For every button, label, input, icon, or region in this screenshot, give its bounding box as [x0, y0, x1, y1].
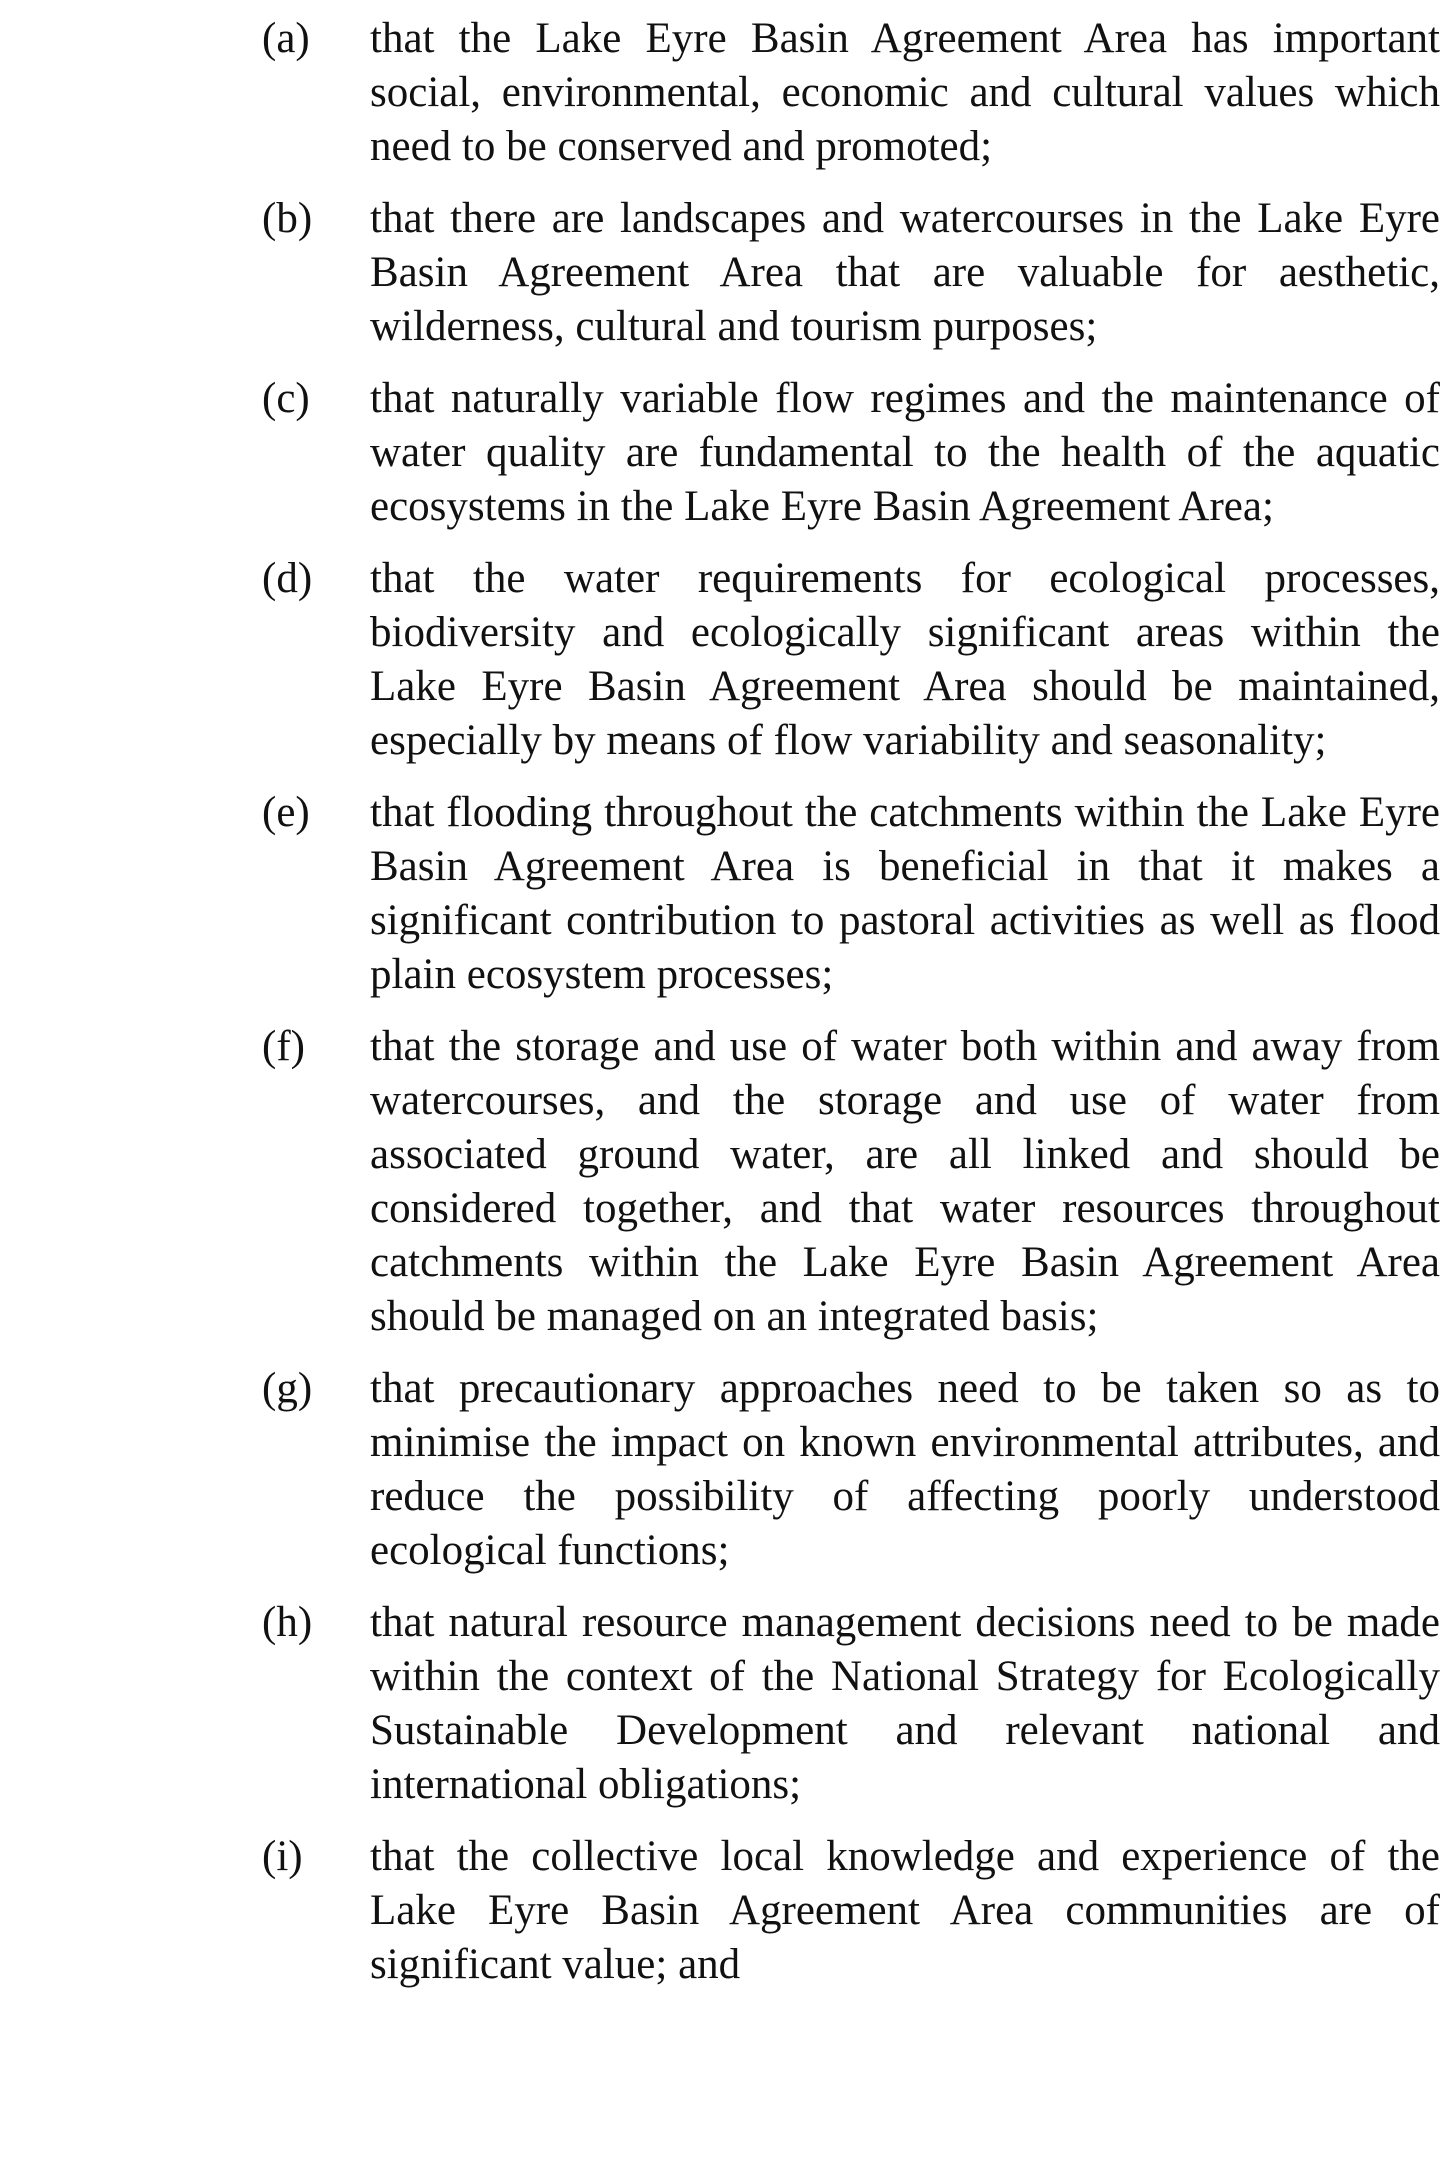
clause-text: that the Lake Eyre Basin Agreement Area has important social, environmental, economic and cultural values which need to be conserved and promoted; — [370, 15, 1440, 170]
clause-label: (g) — [262, 1365, 313, 1412]
clause-text: that precautionary approaches need to be taken so as to minimise the impact on known environmental attributes, and reduce the possibility of affecting poorly understood ecological functions; — [370, 1365, 1440, 1574]
clause-g — [262, 1362, 1440, 1578]
clause-text: that there are landscapes and watercourses in the Lake Eyre Basin Agreement Area that are valuable for aesthetic, wilderness, cultural and tourism purposes; — [370, 195, 1440, 350]
clause-a — [262, 12, 1440, 174]
clause-label: (h) — [262, 1599, 313, 1646]
clause-text: that the water requirements for ecological processes, biodiversity and ecologically significant areas within the Lake Eyre Basin Agreement Area should be maintained, especially by means of flow variability and seasonality; — [370, 555, 1440, 764]
clause-i — [262, 1830, 1440, 1992]
clause-text: that flooding throughout the catchments within the Lake Eyre Basin Agreement Area is beneficial in that it makes a significant contribution to pastoral activities as well as flood plain ecosystem processes; — [370, 789, 1440, 998]
clause-d — [262, 552, 1440, 768]
clause-text: that the collective local knowledge and experience of the Lake Eyre Basin Agreement Area communities are of significant value; and — [370, 1833, 1440, 1988]
clause-h — [262, 1596, 1440, 1812]
clause-list — [262, 12, 1440, 2010]
clause-c — [262, 372, 1440, 534]
clause-label: (c) — [262, 375, 310, 422]
clause-label: (b) — [262, 195, 313, 242]
clause-text: that the storage and use of water both within and away from watercourses, and the storage and use of water from associated ground water, are all linked and should be considered together, and that water resources throughout catchments within the Lake Eyre Basin Agreement Area should be managed on an integrated basis; — [370, 1023, 1440, 1340]
clause-f — [262, 1020, 1440, 1344]
clause-label: (e) — [262, 789, 310, 836]
clause-text: that naturally variable flow regimes and the maintenance of water quality are fundamental to the health of the aquatic ecosystems in the Lake Eyre Basin Agreement Area; — [370, 375, 1440, 530]
clause-label: (d) — [262, 555, 313, 602]
clause-e — [262, 786, 1440, 1002]
clause-text: that natural resource management decisions need to be made within the context of the National Strategy for Ecologically Sustainable Development and relevant national and international obligations; — [370, 1599, 1440, 1808]
clause-b — [262, 192, 1440, 354]
clause-label: (i) — [262, 1833, 303, 1880]
clause-label: (a) — [262, 15, 310, 62]
clause-label: (f) — [262, 1023, 305, 1070]
